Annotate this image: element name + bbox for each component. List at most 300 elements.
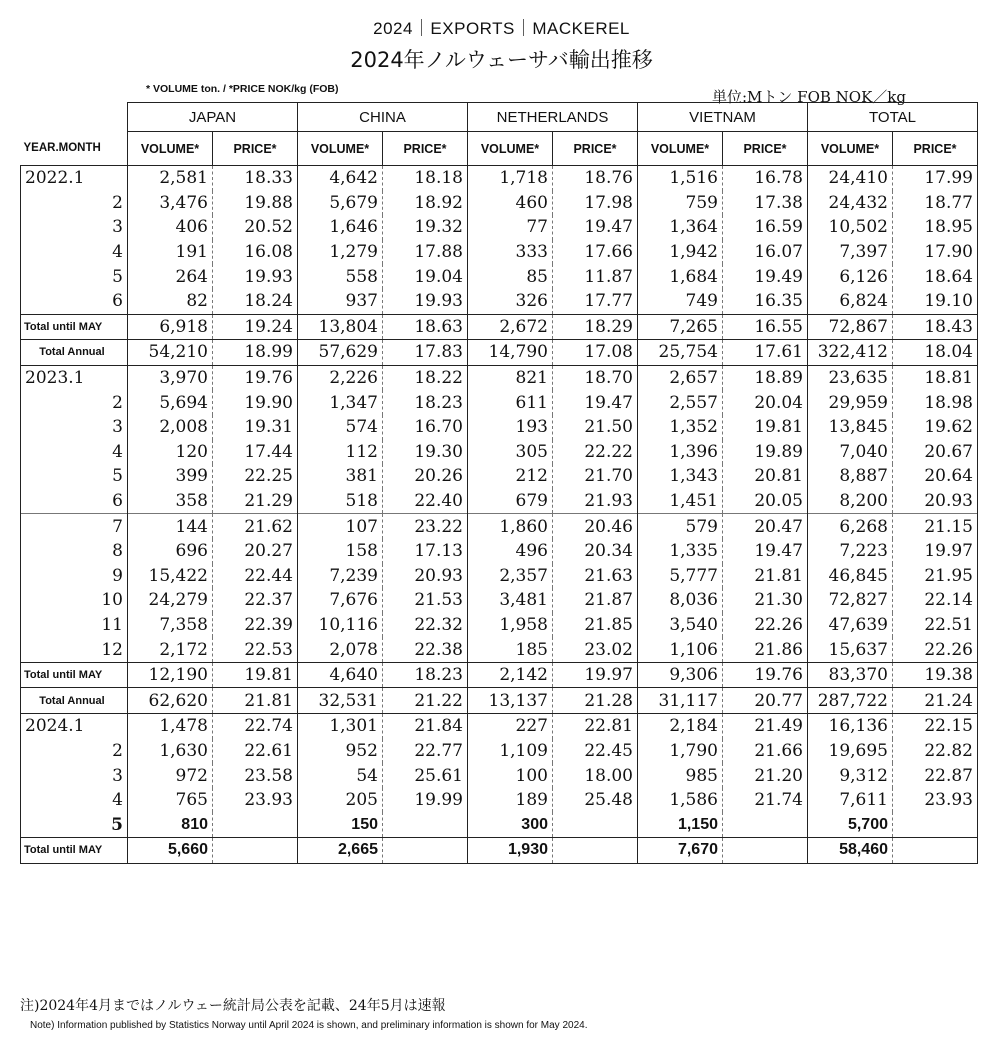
volume-cell: 287,722 [808, 688, 893, 714]
corner-cell [21, 103, 128, 132]
volume-cell: 23,635 [808, 365, 893, 390]
volume-cell: 158 [298, 539, 383, 564]
price-cell: 19.89 [723, 440, 808, 465]
volume-cell: 2,357 [468, 564, 553, 589]
price-cell: 17.99 [893, 166, 978, 191]
volume-cell: 399 [128, 464, 213, 489]
volume-cell: 7,239 [298, 564, 383, 589]
price-cell: 20.26 [383, 464, 468, 489]
price-cell: 22.14 [893, 588, 978, 613]
price-cell: 21.93 [553, 489, 638, 514]
table-row [21, 390, 978, 415]
price-cell: 21.81 [723, 564, 808, 589]
price-cell: 18.92 [383, 191, 468, 216]
price-cell: 20.77 [723, 688, 808, 714]
price-cell: 25.48 [553, 788, 638, 813]
volume-cell: 1,150 [638, 812, 723, 837]
price-cell: 19.88 [213, 191, 298, 216]
volume-cell: 358 [128, 489, 213, 514]
price-cell: 22.25 [213, 464, 298, 489]
volume-cell: 8,887 [808, 464, 893, 489]
mackerel-export-table [20, 102, 978, 864]
volume-cell: 120 [128, 440, 213, 465]
volume-cell: 9,312 [808, 763, 893, 788]
volume-cell: 1,335 [638, 539, 723, 564]
volume-cell: 749 [638, 289, 723, 314]
price-cell: 21.50 [553, 415, 638, 440]
price-header: PRICE* [213, 132, 298, 166]
volume-cell: 2,078 [298, 637, 383, 662]
volume-cell: 985 [638, 763, 723, 788]
price-cell [553, 838, 638, 864]
total-until-may-row [21, 314, 978, 340]
price-cell: 21.85 [553, 613, 638, 638]
price-cell: 17.61 [723, 340, 808, 366]
volume-cell: 9,306 [638, 662, 723, 688]
price-cell: 22.26 [893, 637, 978, 662]
volume-cell: 810 [128, 812, 213, 837]
volume-cell: 1,451 [638, 489, 723, 514]
price-header: PRICE* [553, 132, 638, 166]
price-cell [383, 838, 468, 864]
price-cell: 22.38 [383, 637, 468, 662]
measure-header-row [21, 132, 978, 166]
price-cell: 21.87 [553, 588, 638, 613]
table-row [21, 264, 978, 289]
volume-cell: 406 [128, 215, 213, 240]
price-cell [893, 812, 978, 837]
price-cell: 19.76 [723, 662, 808, 688]
volume-cell: 7,040 [808, 440, 893, 465]
row-label: Total Annual [21, 688, 128, 714]
volume-cell: 57,629 [298, 340, 383, 366]
price-cell: 21.49 [723, 714, 808, 739]
volume-cell: 54 [298, 763, 383, 788]
price-cell: 21.24 [893, 688, 978, 714]
price-cell: 19.32 [383, 215, 468, 240]
price-cell: 19.90 [213, 390, 298, 415]
price-cell [893, 838, 978, 864]
price-cell: 18.24 [213, 289, 298, 314]
volume-cell: 8,036 [638, 588, 723, 613]
volume-cell: 4,642 [298, 166, 383, 191]
price-cell: 19.49 [723, 264, 808, 289]
volume-cell: 13,804 [298, 314, 383, 340]
price-cell [553, 812, 638, 837]
row-label: Total Annual [21, 340, 128, 366]
price-cell: 21.30 [723, 588, 808, 613]
volume-header: VOLUME* [638, 132, 723, 166]
row-label: 2 [21, 191, 128, 216]
volume-cell: 2,665 [298, 838, 383, 864]
price-cell: 16.55 [723, 314, 808, 340]
price-cell [383, 812, 468, 837]
volume-cell: 937 [298, 289, 383, 314]
price-cell: 22.81 [553, 714, 638, 739]
price-cell: 21.28 [553, 688, 638, 714]
volume-cell: 1,343 [638, 464, 723, 489]
price-header: PRICE* [723, 132, 808, 166]
volume-cell: 496 [468, 539, 553, 564]
price-cell: 22.61 [213, 739, 298, 764]
volume-cell: 24,410 [808, 166, 893, 191]
price-cell: 18.33 [213, 166, 298, 191]
price-cell: 22.51 [893, 613, 978, 638]
price-cell: 21.95 [893, 564, 978, 589]
volume-cell: 1,860 [468, 514, 553, 539]
volume-header: VOLUME* [468, 132, 553, 166]
volume-cell: 1,958 [468, 613, 553, 638]
total-annual-row [21, 340, 978, 366]
volume-cell: 1,109 [468, 739, 553, 764]
volume-cell: 1,646 [298, 215, 383, 240]
volume-cell: 10,116 [298, 613, 383, 638]
row-label: 3 [21, 415, 128, 440]
volume-cell: 2,184 [638, 714, 723, 739]
table-row [21, 763, 978, 788]
table-row [21, 440, 978, 465]
report-title: 2024｜EXPORTS｜MACKEREL [373, 19, 630, 38]
group-header-total: TOTAL [808, 103, 978, 132]
price-cell [723, 838, 808, 864]
price-cell: 18.43 [893, 314, 978, 340]
price-cell: 17.38 [723, 191, 808, 216]
row-label: Total until MAY [21, 314, 128, 340]
price-cell: 18.64 [893, 264, 978, 289]
row-label: 7 [21, 514, 128, 539]
volume-cell: 7,265 [638, 314, 723, 340]
volume-cell: 264 [128, 264, 213, 289]
price-cell: 11.87 [553, 264, 638, 289]
table-row [21, 415, 978, 440]
volume-cell: 7,223 [808, 539, 893, 564]
table-row [21, 191, 978, 216]
volume-cell: 1,790 [638, 739, 723, 764]
price-cell: 18.29 [553, 314, 638, 340]
volume-cell: 1,586 [638, 788, 723, 813]
table-row [21, 637, 978, 662]
price-cell: 21.70 [553, 464, 638, 489]
price-cell: 19.62 [893, 415, 978, 440]
table-row [21, 489, 978, 514]
price-cell: 19.10 [893, 289, 978, 314]
row-label: 6 [21, 289, 128, 314]
volume-cell: 1,942 [638, 240, 723, 265]
price-cell: 18.76 [553, 166, 638, 191]
row-label: 6 [21, 489, 128, 514]
table-row [21, 514, 978, 539]
volume-cell: 31,117 [638, 688, 723, 714]
group-header-vietnam: VIETNAM [638, 103, 808, 132]
price-cell: 23.02 [553, 637, 638, 662]
volume-cell: 679 [468, 489, 553, 514]
price-cell: 23.93 [893, 788, 978, 813]
price-cell: 18.81 [893, 365, 978, 390]
volume-cell: 82 [128, 289, 213, 314]
price-cell: 18.98 [893, 390, 978, 415]
volume-cell: 1,106 [638, 637, 723, 662]
price-cell: 19.76 [213, 365, 298, 390]
price-cell: 21.84 [383, 714, 468, 739]
table-row [21, 739, 978, 764]
volume-cell: 77 [468, 215, 553, 240]
volume-cell: 85 [468, 264, 553, 289]
price-cell: 19.81 [213, 662, 298, 688]
volume-cell: 518 [298, 489, 383, 514]
footnote-japanese: 注)2024年4月まではノルウェー統計局公表を記載、24年5月は速報 [20, 998, 446, 1014]
row-label: 2024.1 [21, 714, 128, 739]
volume-cell: 16,136 [808, 714, 893, 739]
volume-cell: 4,640 [298, 662, 383, 688]
price-cell: 21.15 [893, 514, 978, 539]
volume-header: VOLUME* [128, 132, 213, 166]
volume-cell: 3,476 [128, 191, 213, 216]
row-label: 2023.1 [21, 365, 128, 390]
price-cell: 20.81 [723, 464, 808, 489]
price-cell: 19.31 [213, 415, 298, 440]
volume-cell: 326 [468, 289, 553, 314]
volume-cell: 6,824 [808, 289, 893, 314]
table-row [21, 613, 978, 638]
row-label: 12 [21, 637, 128, 662]
price-cell: 18.77 [893, 191, 978, 216]
report-title-japanese: 2024年ノルウェーサバ輸出推移 [350, 48, 653, 72]
price-cell: 22.74 [213, 714, 298, 739]
price-cell: 22.40 [383, 489, 468, 514]
row-label: 5 [21, 464, 128, 489]
volume-cell: 193 [468, 415, 553, 440]
row-label: 10 [21, 588, 128, 613]
row-label: Total until MAY [21, 838, 128, 864]
volume-cell: 1,930 [468, 838, 553, 864]
volume-cell: 32,531 [298, 688, 383, 714]
volume-cell: 7,358 [128, 613, 213, 638]
price-cell: 22.15 [893, 714, 978, 739]
volume-cell: 12,190 [128, 662, 213, 688]
table-row [21, 788, 978, 813]
volume-cell: 1,352 [638, 415, 723, 440]
volume-cell: 1,364 [638, 215, 723, 240]
price-cell: 21.63 [553, 564, 638, 589]
volume-cell: 205 [298, 788, 383, 813]
volume-cell: 3,970 [128, 365, 213, 390]
price-cell: 20.05 [723, 489, 808, 514]
volume-cell: 100 [468, 763, 553, 788]
volume-cell: 112 [298, 440, 383, 465]
volume-cell: 6,268 [808, 514, 893, 539]
table-row [21, 564, 978, 589]
volume-cell: 7,611 [808, 788, 893, 813]
row-label: 9 [21, 564, 128, 589]
row-label: 4 [21, 440, 128, 465]
price-cell: 19.81 [723, 415, 808, 440]
price-cell: 18.04 [893, 340, 978, 366]
price-cell: 20.64 [893, 464, 978, 489]
price-cell: 21.20 [723, 763, 808, 788]
volume-cell: 29,959 [808, 390, 893, 415]
volume-cell: 3,481 [468, 588, 553, 613]
price-cell: 20.93 [383, 564, 468, 589]
table-row [21, 812, 978, 837]
table-row [21, 240, 978, 265]
price-cell: 19.97 [893, 539, 978, 564]
price-cell: 17.83 [383, 340, 468, 366]
volume-cell: 1,478 [128, 714, 213, 739]
table-row [21, 588, 978, 613]
volume-cell: 6,918 [128, 314, 213, 340]
row-label: 2 [21, 390, 128, 415]
price-cell: 18.63 [383, 314, 468, 340]
price-cell: 21.74 [723, 788, 808, 813]
volume-cell: 1,396 [638, 440, 723, 465]
volume-header: VOLUME* [808, 132, 893, 166]
volume-cell: 2,672 [468, 314, 553, 340]
volume-cell: 46,845 [808, 564, 893, 589]
row-label: 4 [21, 240, 128, 265]
price-cell: 19.47 [553, 390, 638, 415]
price-cell: 19.97 [553, 662, 638, 688]
footnote-english: Note) Information published by Statistics Norway until April 2024 is shown, and preliminary information is shown for May 2024. [30, 1020, 588, 1031]
total-until-may-row [21, 662, 978, 688]
volume-cell: 460 [468, 191, 553, 216]
volume-cell: 19,695 [808, 739, 893, 764]
volume-cell: 107 [298, 514, 383, 539]
price-cell: 16.78 [723, 166, 808, 191]
volume-cell: 24,432 [808, 191, 893, 216]
volume-cell: 972 [128, 763, 213, 788]
volume-cell: 6,126 [808, 264, 893, 289]
row-label: Total until MAY [21, 662, 128, 688]
table-row [21, 215, 978, 240]
price-cell: 22.53 [213, 637, 298, 662]
price-cell: 22.87 [893, 763, 978, 788]
volume-cell: 333 [468, 240, 553, 265]
price-cell: 21.22 [383, 688, 468, 714]
table-row [21, 714, 978, 739]
volume-cell: 2,226 [298, 365, 383, 390]
price-cell [213, 838, 298, 864]
price-cell [213, 812, 298, 837]
total-until-may-row [21, 838, 978, 864]
price-cell: 20.34 [553, 539, 638, 564]
row-label: 5 [21, 264, 128, 289]
volume-cell: 952 [298, 739, 383, 764]
volume-cell: 72,867 [808, 314, 893, 340]
price-cell: 22.37 [213, 588, 298, 613]
volume-cell: 5,777 [638, 564, 723, 589]
price-cell: 19.93 [383, 289, 468, 314]
volume-cell: 212 [468, 464, 553, 489]
price-cell: 17.13 [383, 539, 468, 564]
volume-cell: 821 [468, 365, 553, 390]
total-annual-row [21, 688, 978, 714]
price-cell: 16.07 [723, 240, 808, 265]
price-cell: 18.18 [383, 166, 468, 191]
volume-header: VOLUME* [298, 132, 383, 166]
price-cell [723, 812, 808, 837]
volume-cell: 191 [128, 240, 213, 265]
volume-cell: 1,279 [298, 240, 383, 265]
price-header: PRICE* [893, 132, 978, 166]
price-cell: 22.26 [723, 613, 808, 638]
price-cell: 16.59 [723, 215, 808, 240]
volume-cell: 15,422 [128, 564, 213, 589]
price-cell: 17.44 [213, 440, 298, 465]
volume-cell: 227 [468, 714, 553, 739]
row-label: 11 [21, 613, 128, 638]
volume-cell: 611 [468, 390, 553, 415]
volume-cell: 765 [128, 788, 213, 813]
volume-cell: 83,370 [808, 662, 893, 688]
table-row [21, 289, 978, 314]
volume-cell: 7,397 [808, 240, 893, 265]
price-cell: 20.93 [893, 489, 978, 514]
price-cell: 19.47 [553, 215, 638, 240]
price-cell: 22.44 [213, 564, 298, 589]
price-cell: 20.67 [893, 440, 978, 465]
volume-cell: 13,845 [808, 415, 893, 440]
volume-cell: 5,694 [128, 390, 213, 415]
table-body [21, 166, 978, 864]
volume-cell: 24,279 [128, 588, 213, 613]
volume-cell: 2,008 [128, 415, 213, 440]
price-cell: 18.22 [383, 365, 468, 390]
price-cell: 22.39 [213, 613, 298, 638]
price-cell: 18.23 [383, 390, 468, 415]
price-cell: 16.35 [723, 289, 808, 314]
volume-cell: 13,137 [468, 688, 553, 714]
volume-cell: 1,347 [298, 390, 383, 415]
volume-cell: 574 [298, 415, 383, 440]
year-month-header: YEAR.MONTH [21, 132, 128, 166]
price-cell: 17.98 [553, 191, 638, 216]
price-cell: 18.99 [213, 340, 298, 366]
volume-cell: 2,657 [638, 365, 723, 390]
volume-cell: 2,581 [128, 166, 213, 191]
row-label: 3 [21, 215, 128, 240]
price-cell: 17.66 [553, 240, 638, 265]
price-cell: 22.45 [553, 739, 638, 764]
price-cell: 21.62 [213, 514, 298, 539]
volume-cell: 7,670 [638, 838, 723, 864]
volume-cell: 54,210 [128, 340, 213, 366]
price-cell: 16.08 [213, 240, 298, 265]
volume-cell: 558 [298, 264, 383, 289]
price-cell: 19.47 [723, 539, 808, 564]
row-label: 4 [21, 788, 128, 813]
volume-cell: 1,684 [638, 264, 723, 289]
price-cell: 17.88 [383, 240, 468, 265]
volume-cell: 305 [468, 440, 553, 465]
row-label: 8 [21, 539, 128, 564]
table-row [21, 539, 978, 564]
volume-cell: 2,172 [128, 637, 213, 662]
volume-cell: 2,142 [468, 662, 553, 688]
volume-cell: 25,754 [638, 340, 723, 366]
price-cell: 18.00 [553, 763, 638, 788]
volume-cell: 1,718 [468, 166, 553, 191]
volume-cell: 185 [468, 637, 553, 662]
volume-cell: 62,620 [128, 688, 213, 714]
units-note-japanese: 単位:Mトン FOB NOK／kg [712, 88, 906, 106]
volume-cell: 5,679 [298, 191, 383, 216]
price-cell: 19.99 [383, 788, 468, 813]
price-cell: 21.81 [213, 688, 298, 714]
volume-cell: 1,301 [298, 714, 383, 739]
volume-cell: 1,630 [128, 739, 213, 764]
volume-cell: 3,540 [638, 613, 723, 638]
price-cell: 23.22 [383, 514, 468, 539]
